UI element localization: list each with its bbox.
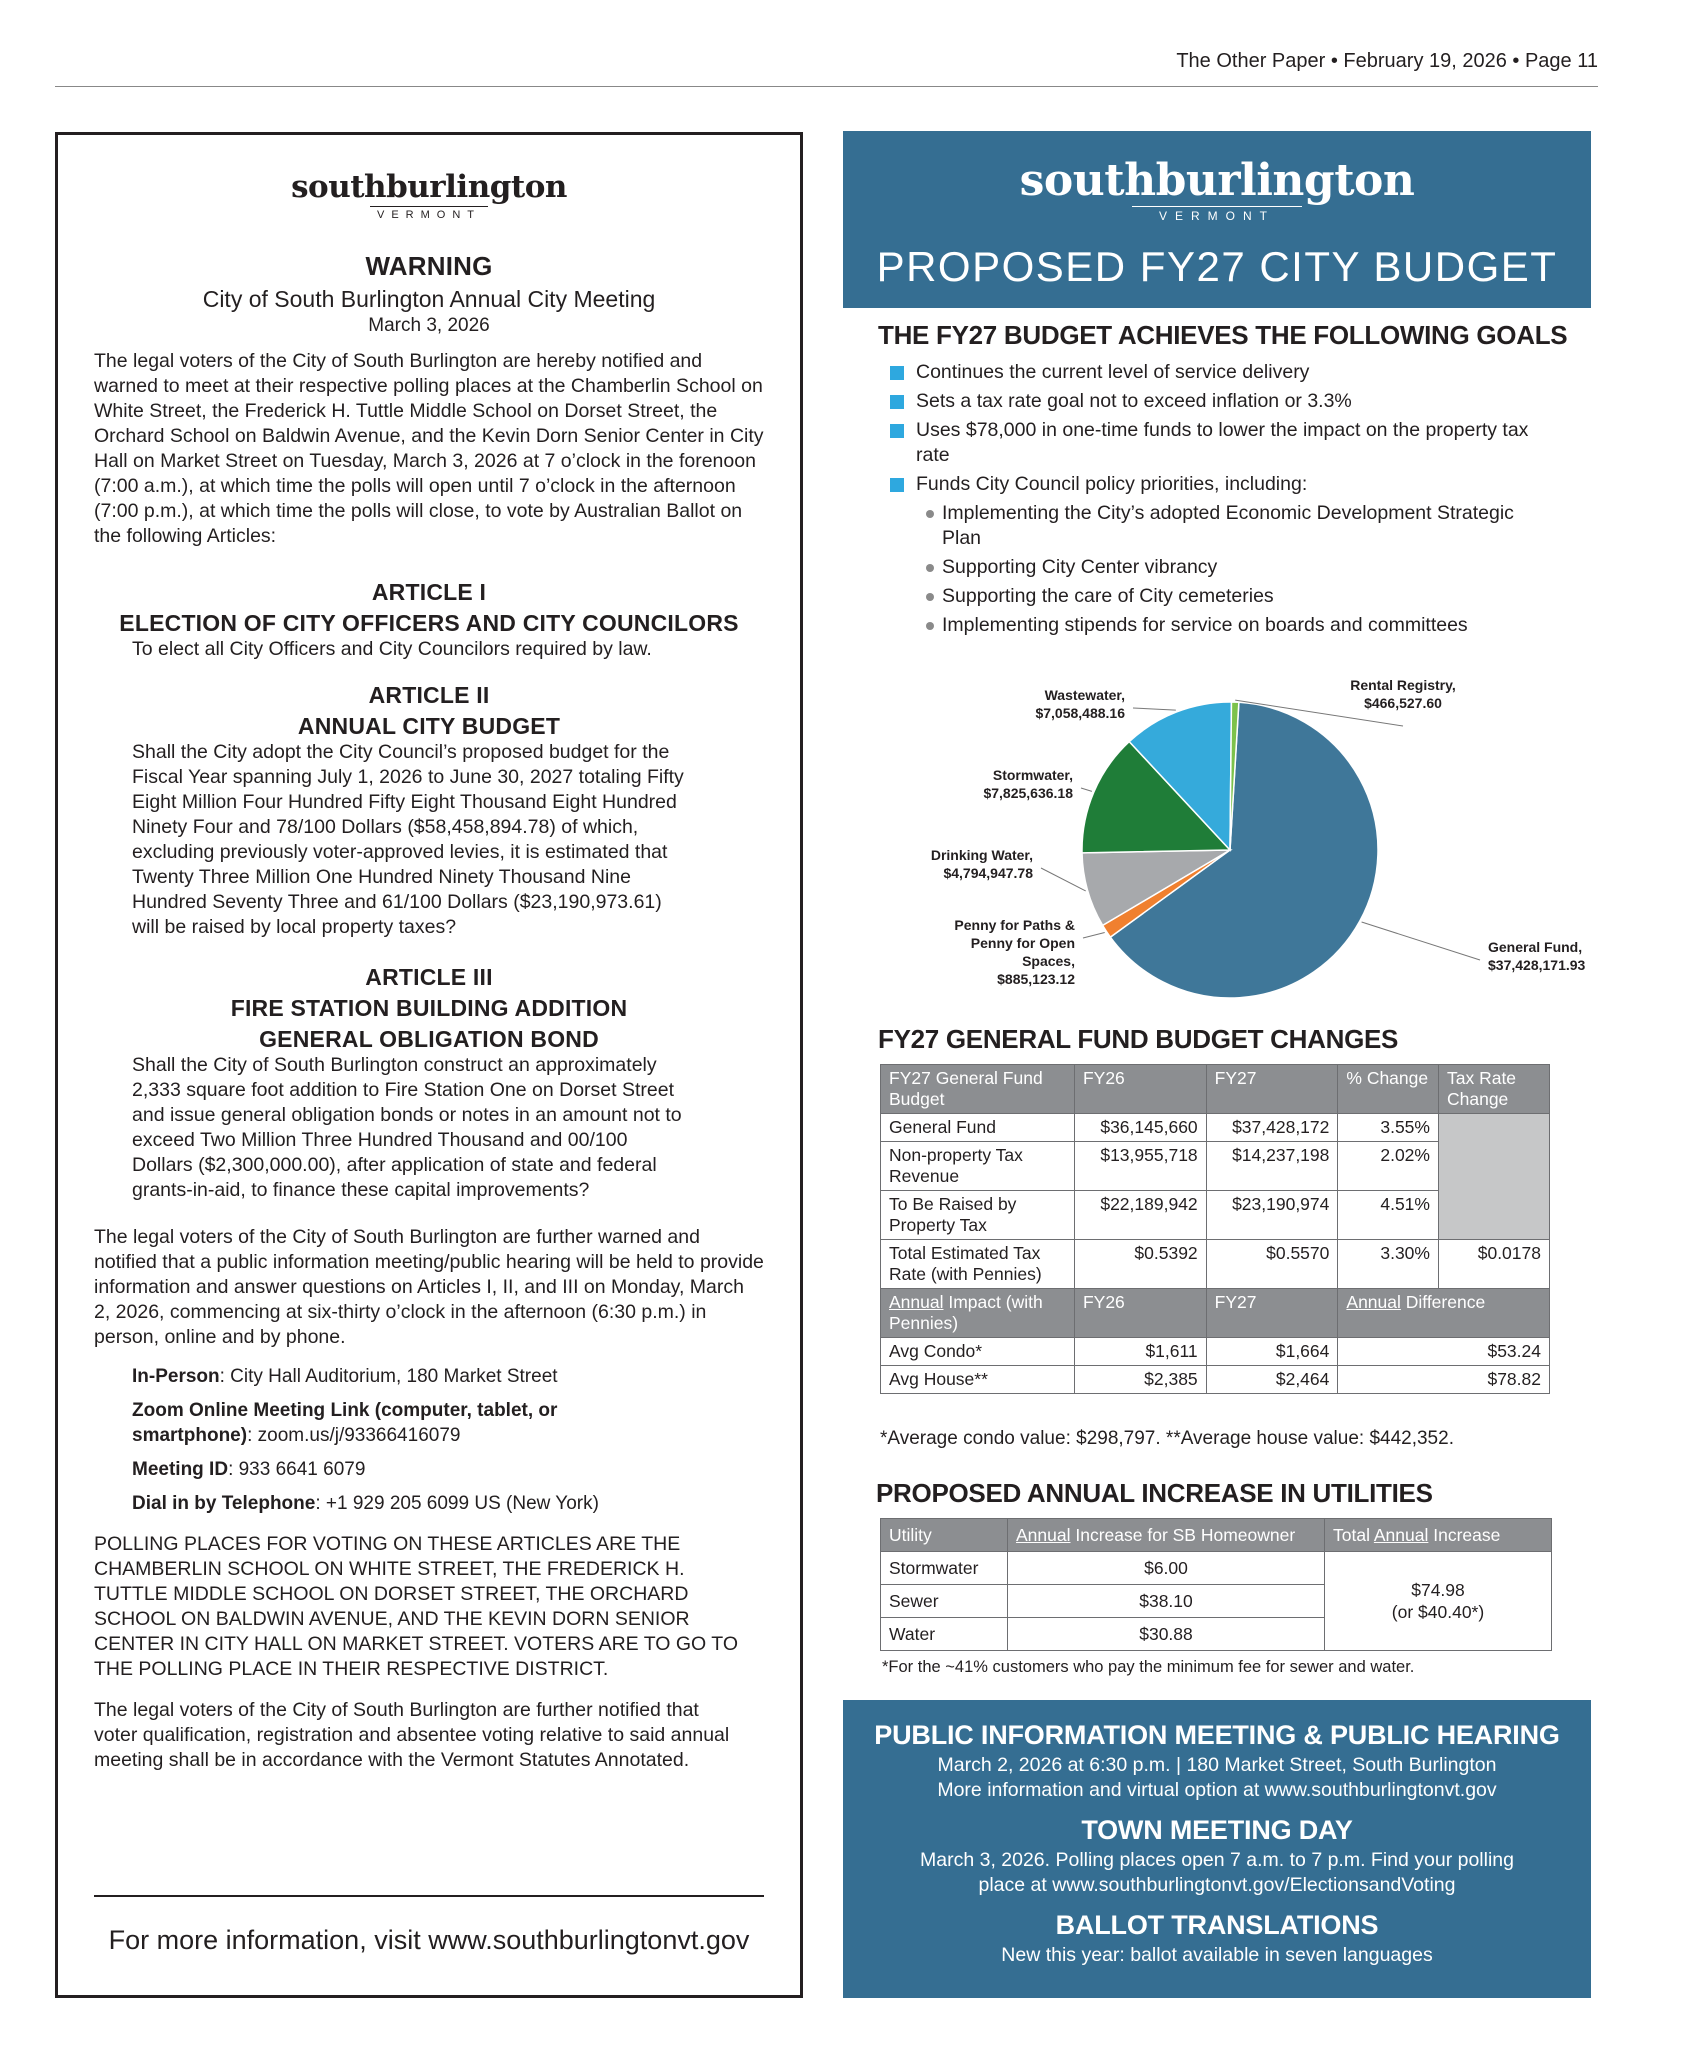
utilities-table [880, 1518, 1552, 1651]
gf-col-header: Tax Rate Change [1438, 1065, 1549, 1114]
pie-label: $7,825,636.18 [983, 785, 1073, 801]
pie-leader-line [1081, 788, 1092, 791]
table-row [881, 1552, 1552, 1585]
table-cell: $2,464 [1206, 1366, 1338, 1394]
table-cell: $14,237,198 [1206, 1142, 1338, 1191]
logo-state: VERMONT [1132, 206, 1302, 223]
city-logo [58, 169, 800, 223]
table-cell: Avg House** [881, 1366, 1075, 1394]
notice-footer: For more information, visit www.southburlingtonvt.gov [108, 1925, 750, 1955]
logo-wordmark: southburlington [291, 169, 567, 205]
table-cell: $37,428,172 [1206, 1114, 1338, 1142]
table-cell: $1,611 [1074, 1338, 1206, 1366]
article-1-text: To elect all City Officers and City Councilors required by law. [132, 638, 652, 660]
table-cell: Water [881, 1618, 1008, 1651]
header-rule [55, 86, 1598, 87]
dot-bullet-icon [926, 593, 934, 601]
table-row [881, 1366, 1550, 1394]
pie-label: $7,058,488.16 [1035, 705, 1125, 721]
pie-label: $37,428,171.93 [1488, 957, 1586, 973]
table-row [881, 1338, 1550, 1366]
table-cell: 3.55% [1338, 1114, 1439, 1142]
article-3-text: Shall the City of South Burlington construct an approximately 2,333 square foot addition to Fire Station One on Dorset Street and issue general obligation bonds or notes in an amount not to exceed Two Million Three Hundred Thousand and 00/100 Dollars ($2,300,000.00), after application of state and federal grants-in-aid, to finance these capital improvements? [132, 1054, 682, 1201]
utilities-heading: PROPOSED ANNUAL INCREASE IN UTILITIES [876, 1478, 1433, 1508]
pie-label: Spaces, [1022, 953, 1075, 969]
table-cell: Sewer [881, 1585, 1008, 1618]
article-3-subtitle: GENERAL OBLIGATION BOND [259, 1026, 599, 1052]
utilities-note: *For the ~41% customers who pay the minimum fee for sewer and water. [882, 1658, 1415, 1676]
impact-col-header: FY27 [1206, 1289, 1338, 1338]
notice-date: March 3, 2026 [368, 315, 490, 336]
meeting-id-line: Meeting ID: 933 6641 6079 [132, 1459, 366, 1480]
polling-places-caps: POLLING PLACES FOR VOTING ON THESE ARTICLES ARE THE CHAMBERLIN SCHOOL ON WHITE STREET, THE FREDERICK H. TUTTLE MIDDLE SCHOOL ON DORSET STREET, THE ORCHARD SCHOOL ON BALDWIN AVENUE, AND THE KEVIN DORN SENIOR CENTER IN CITY HALL ON MARKET STREET. VOTERS ARE TO GO TO THE POLLING PLACE IN THEIR RESPECTIVE DISTRICT. [94, 1533, 739, 1680]
notice-heading: WARNING [365, 251, 493, 281]
tax-rate-blank-cell [1438, 1114, 1549, 1240]
dot-bullet-icon [926, 510, 934, 518]
hearing-paragraph: The legal voters of the City of South Burlington are further warned and notified that a public information meeting/public hearing will be held to provide information and answer questions on Articles I, II, and III on Monday, March 2, 2026, commencing at six-thirty o’clock in the afternoon (6:30 p.m.) in person, online and by phone. [94, 1226, 764, 1348]
closing-paragraph: The legal voters of the City of South Burlington are further notified that voter qualification, registration and absentee voting relative to said annual meeting shall be in accordance with the Vermont Statutes Annotated. [94, 1699, 730, 1771]
table-cell: Stormwater [881, 1552, 1008, 1585]
logo-state: VERMONT [370, 206, 488, 221]
notice-intro: The legal voters of the City of South Burlington are hereby notified and warned to meet at their respective polling places at the Chamberlin School on White Street, the Frederick H. Tuttle Middle School on Dorset Street, the Orchard School on Baldwin Avenue, and the Kevin Dorn Senior Center in City Hall on Market Street on Tuesday, March 3, 2026 at 7 o’clock in the forenoon (7:00 a.m.), at which time the polls will open until 7 o’clock in the afternoon (7:00 p.m.), at which time the polls will close, to vote by Australian Ballot on the following Articles: [94, 350, 764, 547]
pie-label: Rental Registry, [1350, 677, 1456, 693]
table-cell: Avg Condo* [881, 1338, 1075, 1366]
ut-col-header: Utility [881, 1519, 1008, 1552]
square-bullet-icon [890, 424, 904, 438]
warning-notice [55, 132, 803, 1998]
budget-title: PROPOSED FY27 CITY BUDGET [876, 243, 1558, 290]
square-bullet-icon [890, 478, 904, 492]
article-1-number: ARTICLE I [371, 579, 487, 605]
town-meeting-line-1: March 3, 2026. Polling places open 7 a.m. to 7 p.m. Find your polling [920, 1849, 1514, 1871]
gf-heading: FY27 GENERAL FUND BUDGET CHANGES [878, 1024, 1399, 1054]
article-3-title: FIRE STATION BUILDING ADDITION [230, 995, 628, 1021]
priority-item: Supporting City Center vibrancy [890, 555, 1580, 580]
total-increase-value: $74.98 [1411, 1580, 1465, 1600]
square-bullet-icon [890, 395, 904, 409]
goals-list [890, 360, 1580, 642]
town-meeting-line-2: place at www.southburlingtonvt.gov/ElectionsandVoting [978, 1874, 1456, 1896]
table-cell: To Be Raised by Property Tax [881, 1191, 1075, 1240]
pie-leader-line [1362, 922, 1480, 960]
public-hearing-line-2: More information and virtual option at www.southburlingtonvt.gov [937, 1779, 1497, 1801]
town-meeting-heading: TOWN MEETING DAY [1081, 1815, 1353, 1845]
gf-table [880, 1064, 1550, 1394]
meeting-info-box [843, 1700, 1591, 1998]
zoom-link-line: Zoom Online Meeting Link (computer, tablet, or smartphone): zoom.us/j/93366416079 [132, 1400, 558, 1446]
table-cell: 2.02% [1338, 1142, 1439, 1191]
gf-col-header: FY26 [1074, 1065, 1206, 1114]
pie-label: Drinking Water, [930, 847, 1033, 863]
notice-subheading: City of South Burlington Annual City Meeting [202, 286, 656, 312]
article-3-number: ARTICLE III [365, 964, 493, 990]
pie-label: General Fund, [1488, 939, 1583, 955]
table-row [881, 1114, 1550, 1142]
notice-divider [94, 1895, 764, 1897]
table-cell: $36,145,660 [1074, 1114, 1206, 1142]
table-cell: $30.88 [1008, 1618, 1325, 1651]
table-cell: $23,190,974 [1206, 1191, 1338, 1240]
gf-col-header: % Change [1338, 1065, 1439, 1114]
priority-item: Supporting the care of City cemeteries [890, 584, 1580, 609]
pie-label: Stormwater, [992, 767, 1073, 783]
impact-header-row [881, 1289, 1550, 1338]
table-cell: $2,385 [1074, 1366, 1206, 1394]
average-values-note: *Average condo value: $298,797. **Average house value: $442,352. [880, 1428, 1454, 1449]
pie-label: $4,794,947.78 [943, 865, 1033, 881]
table-cell: $0.5570 [1206, 1240, 1338, 1289]
dot-bullet-icon [926, 622, 934, 630]
gf-header-row [881, 1065, 1550, 1114]
ut-col-header: Total Annual Increase [1325, 1519, 1552, 1552]
table-cell: $1,664 [1206, 1338, 1338, 1366]
pie-label: Penny for Open [970, 935, 1075, 951]
table-cell: Total Estimated Tax Rate (with Pennies) [881, 1240, 1075, 1289]
pie-label: $466,527.60 [1364, 695, 1442, 711]
goal-item: Sets a tax rate goal not to exceed inflation or 3.3% [890, 389, 1580, 414]
table-cell: $22,189,942 [1074, 1191, 1206, 1240]
total-increase-cell [1325, 1552, 1552, 1651]
ut-header-row [881, 1519, 1552, 1552]
article-1-title: ELECTION OF CITY OFFICERS AND CITY COUNCILORS [119, 610, 739, 636]
goals-heading: THE FY27 BUDGET ACHIEVES THE FOLLOWING GOALS [878, 320, 1568, 350]
table-cell: 4.51% [1338, 1191, 1439, 1240]
logo-wordmark: southburlington [1019, 155, 1415, 206]
impact-col-header: Annual Difference [1338, 1289, 1550, 1338]
city-logo-reversed [843, 155, 1591, 225]
priority-item: Implementing the City’s adopted Economic Development Strategic Plan [890, 501, 1580, 551]
table-cell: $38.10 [1008, 1585, 1325, 1618]
ballot-translations-heading: BALLOT TRANSLATIONS [1055, 1910, 1379, 1940]
article-2-number: ARTICLE II [368, 682, 490, 708]
pie-leader-line [1083, 932, 1105, 938]
goal-item: Uses $78,000 in one-time funds to lower the impact on the property tax rate [890, 418, 1580, 468]
ballot-translations-line: New this year: ballot available in seven languages [1001, 1944, 1433, 1966]
goal-item: Continues the current level of service delivery [890, 360, 1580, 385]
table-cell: 3.30% [1338, 1240, 1439, 1289]
pie-label: Wastewater, [1044, 687, 1125, 703]
article-2-text: Shall the City adopt the City Council’s proposed budget for the Fiscal Year spanning July 1, 2026 to June 30, 2027 totaling Fifty Eight Million Four Hundred Fifty Eight Thousand Eight Hundred Ninety Four and 78/100 Dollars ($58,458,894.78) of which, excluding previously voter-approved levies, it is estimated that Twenty Three Million One Hundred Ninety Thousand Nine Hundred Seventy Three and 61/100 Dollars ($23,190,973.61) will be raised by local property taxes? [132, 741, 684, 938]
table-cell: $6.00 [1008, 1552, 1325, 1585]
square-bullet-icon [890, 366, 904, 380]
dial-in-line: Dial in by Telephone: +1 929 205 6099 US (New York) [132, 1493, 599, 1514]
impact-col-header: FY26 [1074, 1289, 1206, 1338]
total-increase-alt: (or $40.40*) [1391, 1602, 1485, 1622]
pie-label: Penny for Paths & [954, 917, 1075, 933]
budget-header [843, 131, 1591, 308]
article-2-title: ANNUAL CITY BUDGET [297, 713, 561, 739]
public-hearing-line-1: March 2, 2026 at 6:30 p.m. | 180 Market Street, South Burlington [937, 1754, 1497, 1776]
ut-col-header: Annual Increase for SB Homeowner [1008, 1519, 1325, 1552]
table-cell: $78.82 [1338, 1366, 1550, 1394]
in-person-line: In-Person: City Hall Auditorium, 180 Market Street [132, 1366, 558, 1387]
impact-col-header: Annual Impact (with Pennies) [881, 1289, 1075, 1338]
table-row [881, 1240, 1550, 1289]
table-cell: $53.24 [1338, 1338, 1550, 1366]
table-cell: Non-property Tax Revenue [881, 1142, 1075, 1191]
dot-bullet-icon [926, 564, 934, 572]
pie-leader-line [1041, 868, 1086, 891]
pie-leader-line [1133, 708, 1176, 710]
table-cell: $0.5392 [1074, 1240, 1206, 1289]
masthead: The Other Paper • February 19, 2026 • Page 11 [1176, 50, 1598, 72]
gf-col-header: FY27 [1206, 1065, 1338, 1114]
pie-label: $885,123.12 [997, 971, 1075, 987]
table-cell: $0.0178 [1438, 1240, 1549, 1289]
public-hearing-heading: PUBLIC INFORMATION MEETING & PUBLIC HEARING [874, 1720, 1560, 1750]
gf-col-header: FY27 General Fund Budget [881, 1065, 1075, 1114]
priority-item: Implementing stipends for service on boards and committees [890, 613, 1580, 638]
table-cell: General Fund [881, 1114, 1075, 1142]
budget-pie-chart [843, 660, 1591, 1010]
table-cell: $13,955,718 [1074, 1142, 1206, 1191]
goal-item: Funds City Council policy priorities, including: [890, 472, 1580, 497]
